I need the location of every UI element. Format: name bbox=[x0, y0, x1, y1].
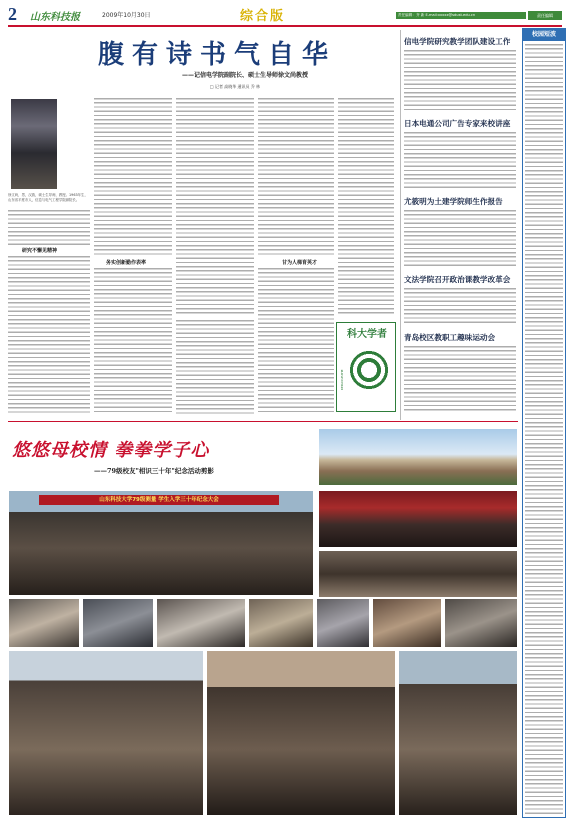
right-article-title-3: 尤筱明为土建学院师生作报告 bbox=[404, 197, 503, 206]
banner-subtitle: ——79级校友"相识三十年"纪念活动剪影 bbox=[94, 467, 214, 475]
photo-strip-3 bbox=[156, 598, 246, 648]
portrait-photo bbox=[10, 98, 58, 190]
group-photo-1 bbox=[8, 490, 314, 596]
masthead-rule bbox=[8, 25, 562, 27]
paper-name: 山东科技报 bbox=[30, 12, 80, 23]
photo-strip-5 bbox=[316, 598, 370, 648]
right-article-title-4: 文法学院召开政治课教学改革会 bbox=[404, 275, 511, 284]
photo-strip-1 bbox=[8, 598, 80, 648]
scholar-stamp-text: 科大学者 bbox=[347, 329, 387, 340]
section-head-1: 务实创新勤作表率 bbox=[106, 260, 147, 266]
audience-photo bbox=[318, 550, 518, 598]
portrait-caption-lines bbox=[8, 210, 90, 245]
section-head-2: 甘为人梯育英才 bbox=[282, 260, 318, 266]
lead-col-5 bbox=[338, 98, 394, 316]
sidebar-title: 校园短波 bbox=[523, 29, 565, 41]
campus-photo bbox=[318, 428, 518, 486]
scholar-stamp-sidetext: KEDAXUEZHE bbox=[340, 369, 344, 390]
right-article-body-1 bbox=[404, 50, 516, 112]
group-photo-3 bbox=[206, 650, 396, 816]
photo-strip-2 bbox=[82, 598, 154, 648]
right-article-title-2: 日本电通公司广告专家来校讲座 bbox=[404, 119, 511, 128]
right-article-title-5: 青岛校区教职工趣味运动会 bbox=[404, 333, 496, 342]
col1-text bbox=[8, 256, 90, 414]
lead-col-3b bbox=[176, 320, 254, 414]
lead-subtitle: ——记信电学院副院长、硕士生导师徐文尚教授 bbox=[181, 72, 308, 79]
group-photo-4 bbox=[398, 650, 518, 816]
lead-byline: □ 记者 高晓华 通讯员 乔 林 bbox=[209, 84, 261, 89]
ceremony-photo bbox=[318, 490, 518, 548]
scholar-stamp bbox=[336, 322, 396, 412]
right-article-title-1: 信电学院研究教学团队建设工作 bbox=[404, 37, 511, 46]
right-article-body-5 bbox=[404, 346, 516, 412]
right-article-body-4 bbox=[404, 288, 516, 326]
lead-col-2 bbox=[94, 98, 172, 256]
group-photo-banner: 山东科技大学79级测量 学生入学三十年纪念大会 bbox=[39, 495, 279, 505]
masthead-right-info: 责任编辑：齐 新 E-mail:xxxxx@sdust.edu.cn bbox=[396, 12, 526, 19]
lead-col-4b bbox=[258, 268, 334, 414]
masthead-tab: 责任编辑 bbox=[528, 11, 562, 20]
scholar-stamp-emblem bbox=[347, 343, 391, 403]
lead-col-2b bbox=[94, 268, 172, 414]
right-article-body-3 bbox=[404, 210, 516, 268]
side-heading: 研究不懈见精神 bbox=[22, 248, 58, 254]
masthead bbox=[8, 4, 562, 24]
photo-strip-4 bbox=[248, 598, 314, 648]
page-number: 2 bbox=[8, 4, 17, 24]
photo-strip-7 bbox=[444, 598, 518, 648]
lead-col-4 bbox=[258, 98, 334, 256]
banner-title: 悠悠母校情 拳拳学子心 bbox=[12, 440, 210, 461]
section-name: 综合版 bbox=[240, 9, 286, 24]
photo-strip-6 bbox=[372, 598, 442, 648]
sidebar-text bbox=[525, 44, 563, 814]
issue-date: 2009年10月30日 bbox=[102, 12, 151, 19]
lead-col-3 bbox=[176, 98, 254, 316]
right-article-body-2 bbox=[404, 132, 516, 190]
lead-title: 腹有诗书气自华 bbox=[97, 40, 336, 70]
portrait-caption: 徐文尚，男，汉族，硕士生导师，教授。1963年生，山东省平度市人，信息与电气工程学院副院长。 bbox=[8, 193, 88, 202]
banner-rule bbox=[8, 421, 518, 422]
group-photo-2 bbox=[8, 650, 204, 816]
